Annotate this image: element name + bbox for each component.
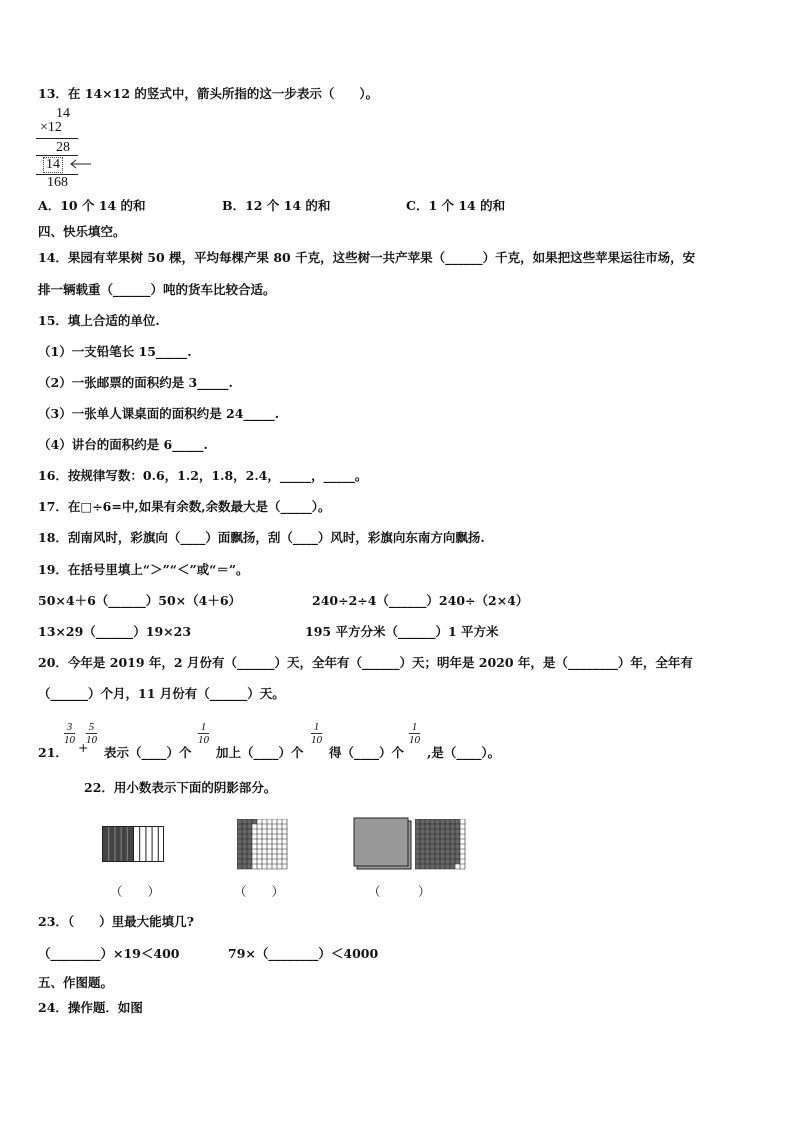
fraction-denominator: 10: [198, 734, 209, 746]
answer-blank-1[interactable]: （ ）: [110, 884, 161, 899]
question-19-item-3: 13×29（______）19×23: [38, 624, 192, 639]
calc-result: 168: [47, 175, 68, 190]
question-17: 17．在□÷6=中,如果有余数,余数最大是（_____）。: [38, 499, 331, 514]
hundred-grid-figure-1: [237, 819, 289, 871]
question-15-item-2: （2）一张邮票的面积约是 3_____.: [38, 375, 233, 390]
answer-blank-2[interactable]: （ ）: [234, 884, 285, 899]
fraction-numerator: 3: [64, 721, 75, 734]
fraction-denominator: 10: [64, 734, 75, 746]
arrow-left-icon: [68, 159, 92, 169]
calc-partial-1: 28: [56, 140, 70, 155]
question-14-line1: 14．果园有苹果树 50 棵，平均每棵产果 80 千克，这些树一共产苹果（______）千克，如果把这些苹果运往市场，安: [38, 250, 696, 265]
question-15-item-4: （4）讲台的面积约是 6_____.: [38, 437, 208, 452]
option-c[interactable]: C．1 个 14 的和: [406, 198, 506, 213]
fraction-1-10: [198, 721, 209, 746]
question-15-item-3: （3）一张单人课桌面的面积约是 24_____.: [38, 406, 280, 421]
fraction-numerator: 1: [198, 721, 209, 734]
fraction-numerator: 1: [311, 721, 322, 734]
question-19-item-2: 240÷2÷4（______）240÷（2×4）: [312, 593, 529, 608]
fraction-1-10: [311, 721, 322, 746]
question-21-text-2: 加上（____）个: [216, 745, 304, 760]
calc-line-2: [36, 155, 78, 156]
calc-partial-2: 14: [43, 157, 63, 173]
fraction-3-10: [64, 721, 75, 746]
question-13-text: 13．在 14×12 的竖式中，箭头所指的这一步表示（ ）。: [38, 86, 379, 101]
full-square-figure: [353, 817, 415, 871]
hundred-grid-figure-2: [415, 819, 467, 871]
fraction-5-10: [86, 721, 97, 746]
fraction-numerator: 5: [86, 721, 97, 734]
question-14-line2: 排一辆载重（______）吨的货车比较合适。: [38, 282, 276, 297]
answer-blank-3[interactable]: （ ）: [368, 884, 431, 899]
fraction-denominator: 10: [311, 734, 322, 746]
question-23-item-1: （________）×19＜400: [38, 946, 180, 961]
question-22-title: 22．用小数表示下面的阴影部分。: [84, 780, 277, 795]
option-b[interactable]: B．12 个 14 的和: [222, 198, 331, 213]
question-19-item-4: 195 平方分米（______）1 平方米: [305, 624, 499, 639]
calc-multiplier: ×12: [40, 120, 62, 135]
fraction-numerator: 1: [409, 721, 420, 734]
shaded-bar-figure: [102, 826, 164, 862]
question-19-title: 19．在括号里填上“＞”“＜”或“＝”。: [38, 562, 249, 577]
calc-top: 14: [56, 106, 70, 121]
question-21-text-1: 表示（____）个: [104, 745, 192, 760]
plus-sign: +: [78, 740, 89, 755]
question-20-line1: 20．今年是 2019 年，2 月份有（______）天，全年有（______）天；明年是 2020 年，是（________）年，全年有: [38, 655, 693, 670]
fraction-1-10: [409, 721, 420, 746]
calc-line-1: [36, 138, 78, 139]
question-21-number: 21．: [38, 745, 68, 760]
section-5-heading: 五、作图题。: [38, 975, 114, 990]
question-18: 18．刮南风时，彩旗向（____）面飘扬，刮（____）风时，彩旗向东南方向飘扬.: [38, 530, 485, 545]
question-21-text-3: 得（____）个: [329, 745, 405, 760]
question-19-item-1: 50×4＋6（______）50×（4＋6）: [38, 593, 242, 608]
question-23-item-2: 79×（________）＜4000: [228, 946, 379, 961]
fraction-denominator: 10: [409, 734, 420, 746]
question-23-title: 23．（ ）里最大能填几?: [38, 914, 194, 929]
fraction-denominator: 10: [86, 734, 97, 746]
question-16: 16．按规律写数：0.6，1.2，1.8，2.4，_____，_____。: [38, 468, 368, 483]
question-15-item-1: （1）一支铅笔长 15_____.: [38, 344, 192, 359]
question-15-title: 15．填上合适的单位.: [38, 313, 160, 328]
question-20-line2: （______）个月，11 月份有（______）天。: [38, 686, 285, 701]
question-21-text-4: ,是（____）。: [427, 745, 501, 760]
question-24: 24．操作题．如图: [38, 1000, 143, 1015]
option-a[interactable]: A．10 个 14 的和: [38, 198, 146, 213]
section-4-heading: 四、快乐填空。: [38, 224, 126, 239]
